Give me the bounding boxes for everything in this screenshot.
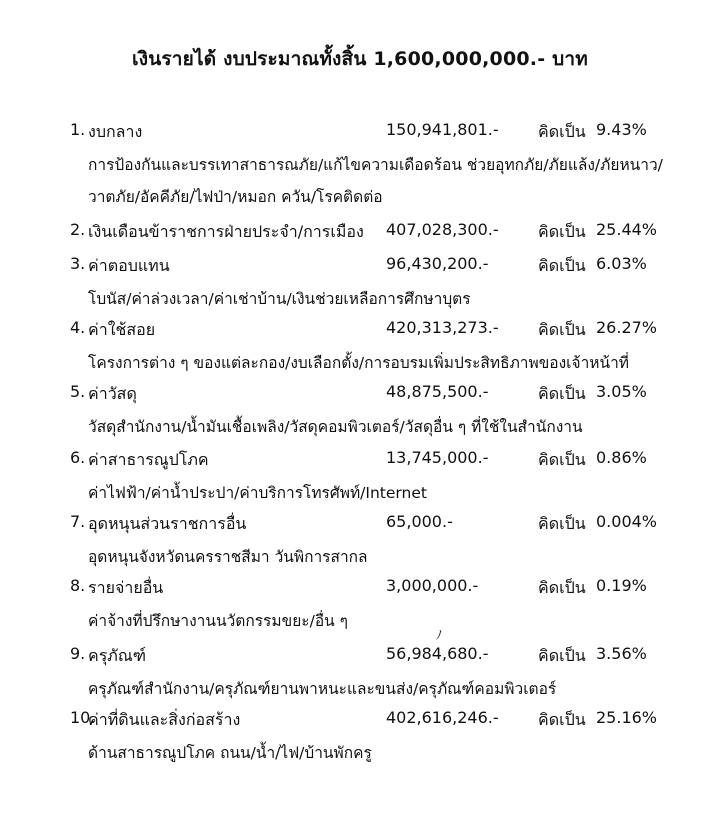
budget-item-row [0, 448, 720, 478]
item-percent: 0.86% [596, 448, 647, 467]
budget-item [0, 708, 720, 762]
item-percent: 25.44% [596, 220, 658, 239]
item-name: รายจ่ายอื่น [88, 578, 164, 597]
budget-item [0, 120, 720, 206]
item-name: ค่าสาธารณูปโภค [88, 450, 209, 469]
item-description: การป้องกันและบรรเทาสาธารณภัย/แก้ไขความเดือดร้อน ช่วยอุทกภัย/ภัยแล้ง/ภัยหนาว/ [88, 156, 663, 174]
item-percent-label: คิดเป็น [538, 514, 586, 533]
item-description: ค่าจ้างที่ปรึกษางานนวัตกรรมขยะ/อื่น ๆ [88, 612, 348, 630]
item-percent-label: คิดเป็น [538, 578, 586, 597]
budget-item-row [0, 512, 720, 542]
item-number: 4. [70, 318, 86, 337]
item-number: 5. [70, 382, 86, 401]
item-description: ค่าไฟฟ้า/ค่าน้ำประปา/ค่าบริการโทรศัพท์/Internet [88, 484, 427, 502]
item-amount: 3,000,000.- [386, 576, 479, 595]
item-percent: 9.43% [596, 120, 647, 139]
item-percent-label: คิดเป็น [538, 320, 586, 339]
budget-item-row [0, 220, 720, 250]
budget-item [0, 644, 720, 698]
item-amount: 96,430,200.- [386, 254, 489, 273]
item-amount: 150,941,801.- [386, 120, 499, 139]
budget-item [0, 254, 720, 308]
item-percent: 0.004% [596, 512, 658, 531]
item-description: ด้านสาธารณูปโภค ถนน/น้ำ/ไฟ/บ้านพักครู [88, 744, 372, 762]
item-number: 2. [70, 220, 86, 239]
stray-mark: ﾉ [436, 628, 443, 642]
item-percent: 26.27% [596, 318, 658, 337]
budget-item-row [0, 644, 720, 674]
item-name: ค่าตอบแทน [88, 256, 170, 275]
item-amount: 13,745,000.- [386, 448, 489, 467]
page-title: เงินรายได้ งบประมาณทั้งสิ้น 1,600,000,000.- บาท [132, 48, 588, 70]
item-name: อุดหนุนส่วนราชการอื่น [88, 514, 247, 533]
budget-item-row [0, 576, 720, 606]
budget-item-row [0, 254, 720, 284]
item-name: ครุภัณฑ์ [88, 646, 146, 665]
item-number: 9. [70, 644, 86, 663]
item-amount: 402,616,246.- [386, 708, 499, 727]
item-amount: 56,984,680.- [386, 644, 489, 663]
item-description: โบนัส/ค่าล่วงเวลา/ค่าเช่าบ้าน/เงินช่วยเหลือการศึกษาบุตร [88, 290, 471, 308]
item-number: 6. [70, 448, 86, 467]
item-number: 7. [70, 512, 86, 531]
budget-item [0, 382, 720, 436]
item-percent-label: คิดเป็น [538, 710, 586, 729]
item-percent-label: คิดเป็น [538, 450, 586, 469]
item-amount: 407,028,300.- [386, 220, 499, 239]
item-percent: 3.05% [596, 382, 647, 401]
item-percent: 0.19% [596, 576, 647, 595]
budget-item [0, 512, 720, 566]
item-percent: 6.03% [596, 254, 647, 273]
item-description: วัสดุสำนักงาน/น้ำมันเชื้อเพลิง/วัสดุคอมพิวเตอร์/วัสดุอื่น ๆ ที่ใช้ในสำนักงาน [88, 418, 583, 436]
item-name: ค่าวัสดุ [88, 384, 137, 403]
item-percent-label: คิดเป็น [538, 122, 586, 141]
item-percent: 25.16% [596, 708, 658, 727]
item-number: 1. [70, 120, 86, 139]
item-name: ค่าที่ดินและสิ่งก่อสร้าง [88, 710, 241, 729]
item-name: งบกลาง [88, 122, 143, 141]
budget-item-row [0, 708, 720, 738]
budget-item-row [0, 318, 720, 348]
item-name: ค่าใช้สอย [88, 320, 156, 339]
budget-item [0, 318, 720, 372]
item-amount: 420,313,273.- [386, 318, 499, 337]
item-percent-label: คิดเป็น [538, 384, 586, 403]
item-description: โครงการต่าง ๆ ของแต่ละกอง/งบเลือกตั้ง/การอบรมเพิ่มประสิทธิภาพของเจ้าหน้าที่ [88, 354, 630, 372]
budget-item-row [0, 382, 720, 412]
item-number: 10. [70, 708, 96, 727]
item-name: เงินเดือนข้าราชการฝ่ายประจำ/การเมือง [88, 222, 364, 241]
budget-item [0, 576, 720, 630]
budget-item [0, 448, 720, 502]
item-percent-label: คิดเป็น [538, 646, 586, 665]
item-percent-label: คิดเป็น [538, 222, 586, 241]
item-percent-label: คิดเป็น [538, 256, 586, 275]
item-amount: 65,000.- [386, 512, 453, 531]
budget-item [0, 220, 720, 250]
item-amount: 48,875,500.- [386, 382, 489, 401]
budget-item-row [0, 120, 720, 150]
item-description: ครุภัณฑ์สำนักงาน/ครุภัณฑ์ยานพาหนะและขนส่ง/ครุภัณฑ์คอมพิวเตอร์ [88, 680, 557, 698]
item-number: 8. [70, 576, 86, 595]
item-description: วาตภัย/อัคคีภัย/ไฟป่า/หมอก ควัน/โรคติดต่อ [88, 188, 383, 206]
item-percent: 3.56% [596, 644, 647, 663]
item-number: 3. [70, 254, 86, 273]
item-description: อุดหนุนจังหวัดนครราชสีมา วันพิการสากล [88, 548, 368, 566]
